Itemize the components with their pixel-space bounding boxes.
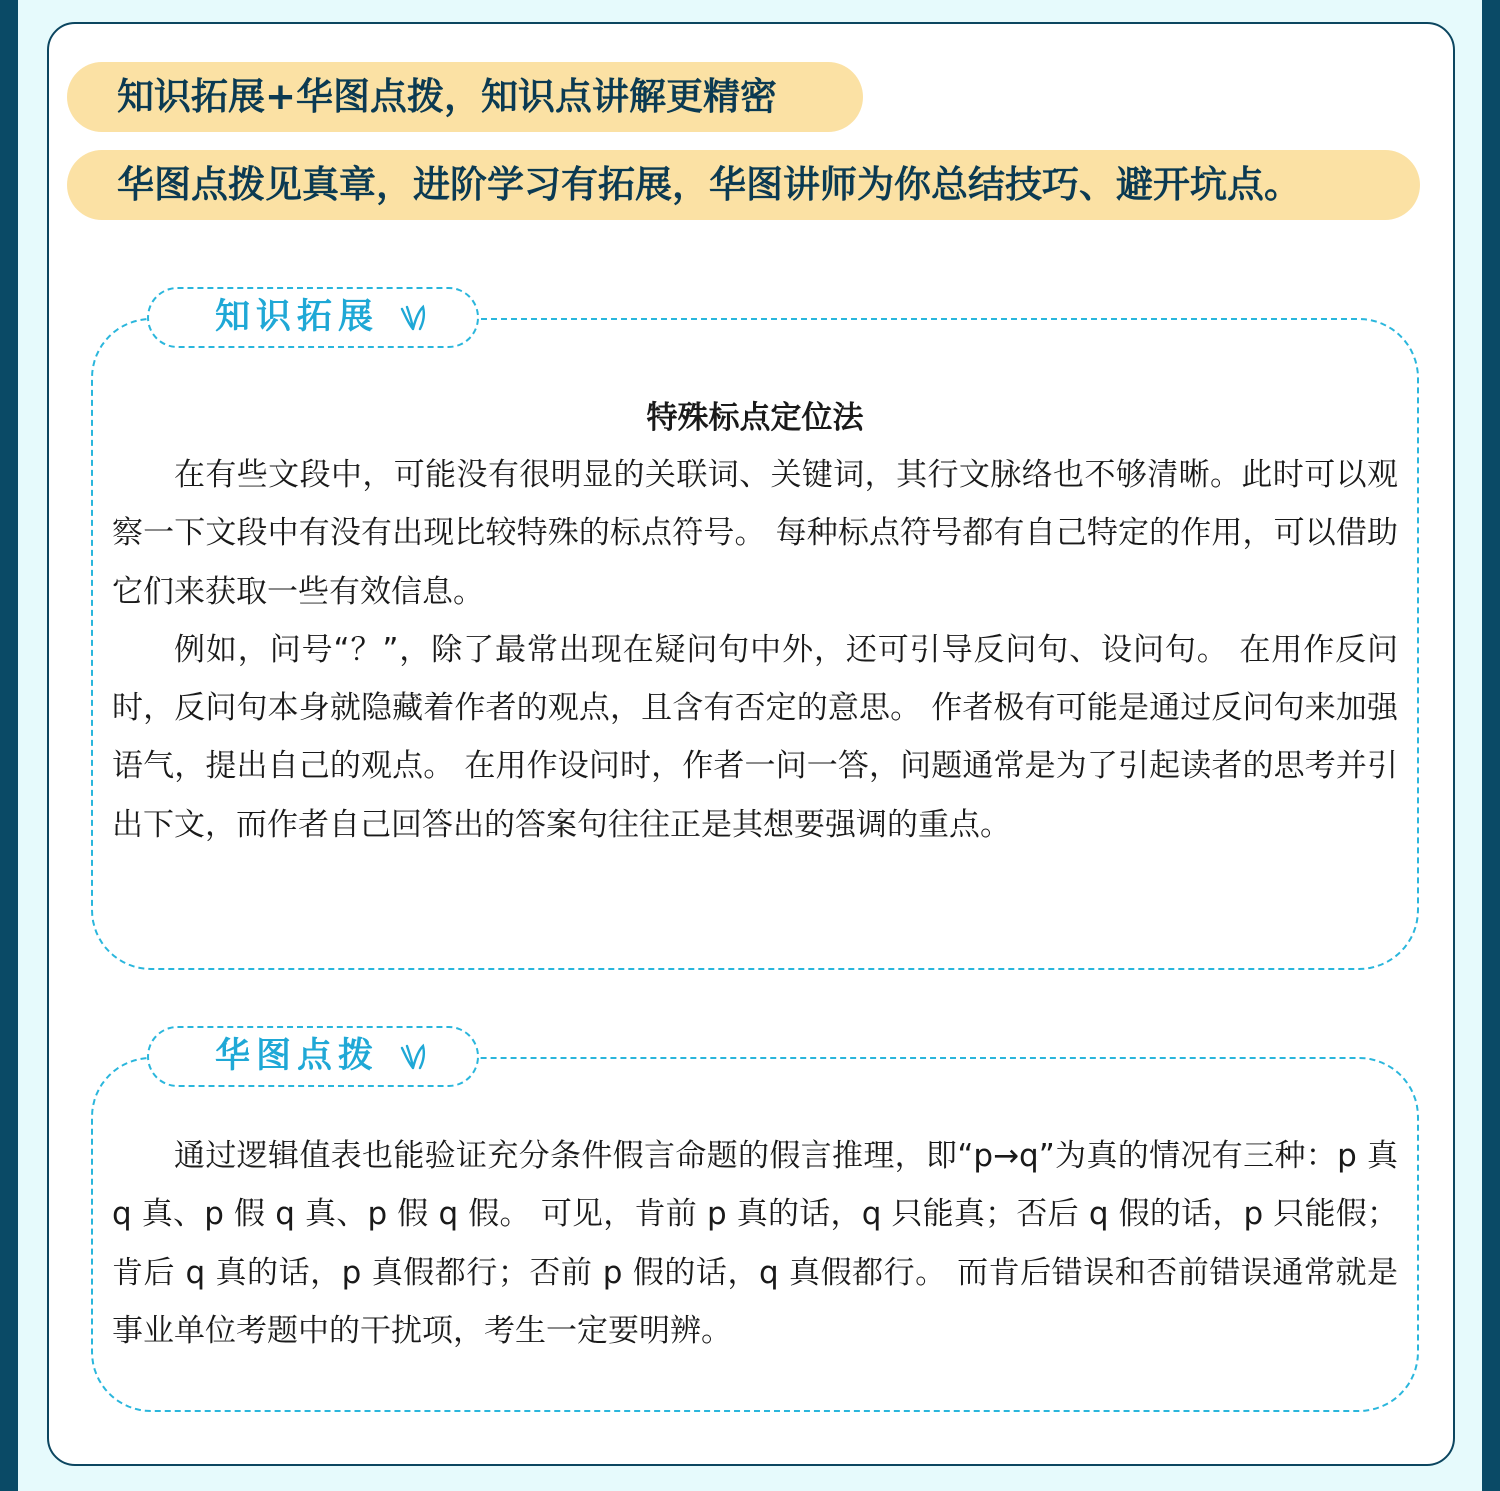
tips-paragraph-1: 通过逻辑值表也能验证充分条件假言命题的假言推理，即“p→q”为真的情况有三种：p 真 q 真、p 假 q 真、p 假 q 假。 可见，肯前 p 真的话，q 只能真；否后 q 假的话，p 只能假；肯后 q 真的话，p 真假都行；否前 p 假的话，q 真假都行。 而肯后错误和否前错误通常就是事业单位考题中的干扰项，考生一定要明辨。 [112, 1138, 1398, 1349]
knowledge-tab-label: 知识拓展 [215, 297, 380, 337]
tips-section-tab [147, 1026, 479, 1087]
banner-line-2: 华图点拨见真章，进阶学习有拓展，华图讲师为你总结技巧、避开坑点。 [67, 150, 1420, 220]
knowledge-paragraph-1: 在有些文段中，可能没有很明显的关联词、关键词，其行文脉络也不够清晰。此时可以观察一下文段中有没有出现比较特殊的标点符号。 每种标点符号都有自己特定的作用，可以借助它们来获取一些有效信息。 [112, 457, 1398, 610]
tips-body [112, 1127, 1398, 1360]
knowledge-section-tab [147, 287, 479, 348]
section-title: 特殊标点定位法 [646, 400, 864, 436]
banner-line-1: 知识拓展+华图点拨，知识点讲解更精密 [67, 62, 863, 132]
knowledge-body [112, 446, 1398, 854]
sprout-icon [399, 303, 429, 333]
knowledge-paragraph-2: 例如，问号“？”，除了最常出现在疑问句中外，还可引导反问句、设问句。 在用作反问时，反问句本身就隐藏着作者的观点，且含有否定的意思。 作者极有可能是通过反问句来加强语气，提出自己的观点。 在用作设问时，作者一问一答，问题通常是为了引起读者的思考并引出下文，而作者自己回答出的答案句往往正是其想要强调的重点。 [112, 631, 1398, 843]
sprout-icon [399, 1042, 429, 1072]
tips-tab-label: 华图点拨 [215, 1036, 380, 1076]
